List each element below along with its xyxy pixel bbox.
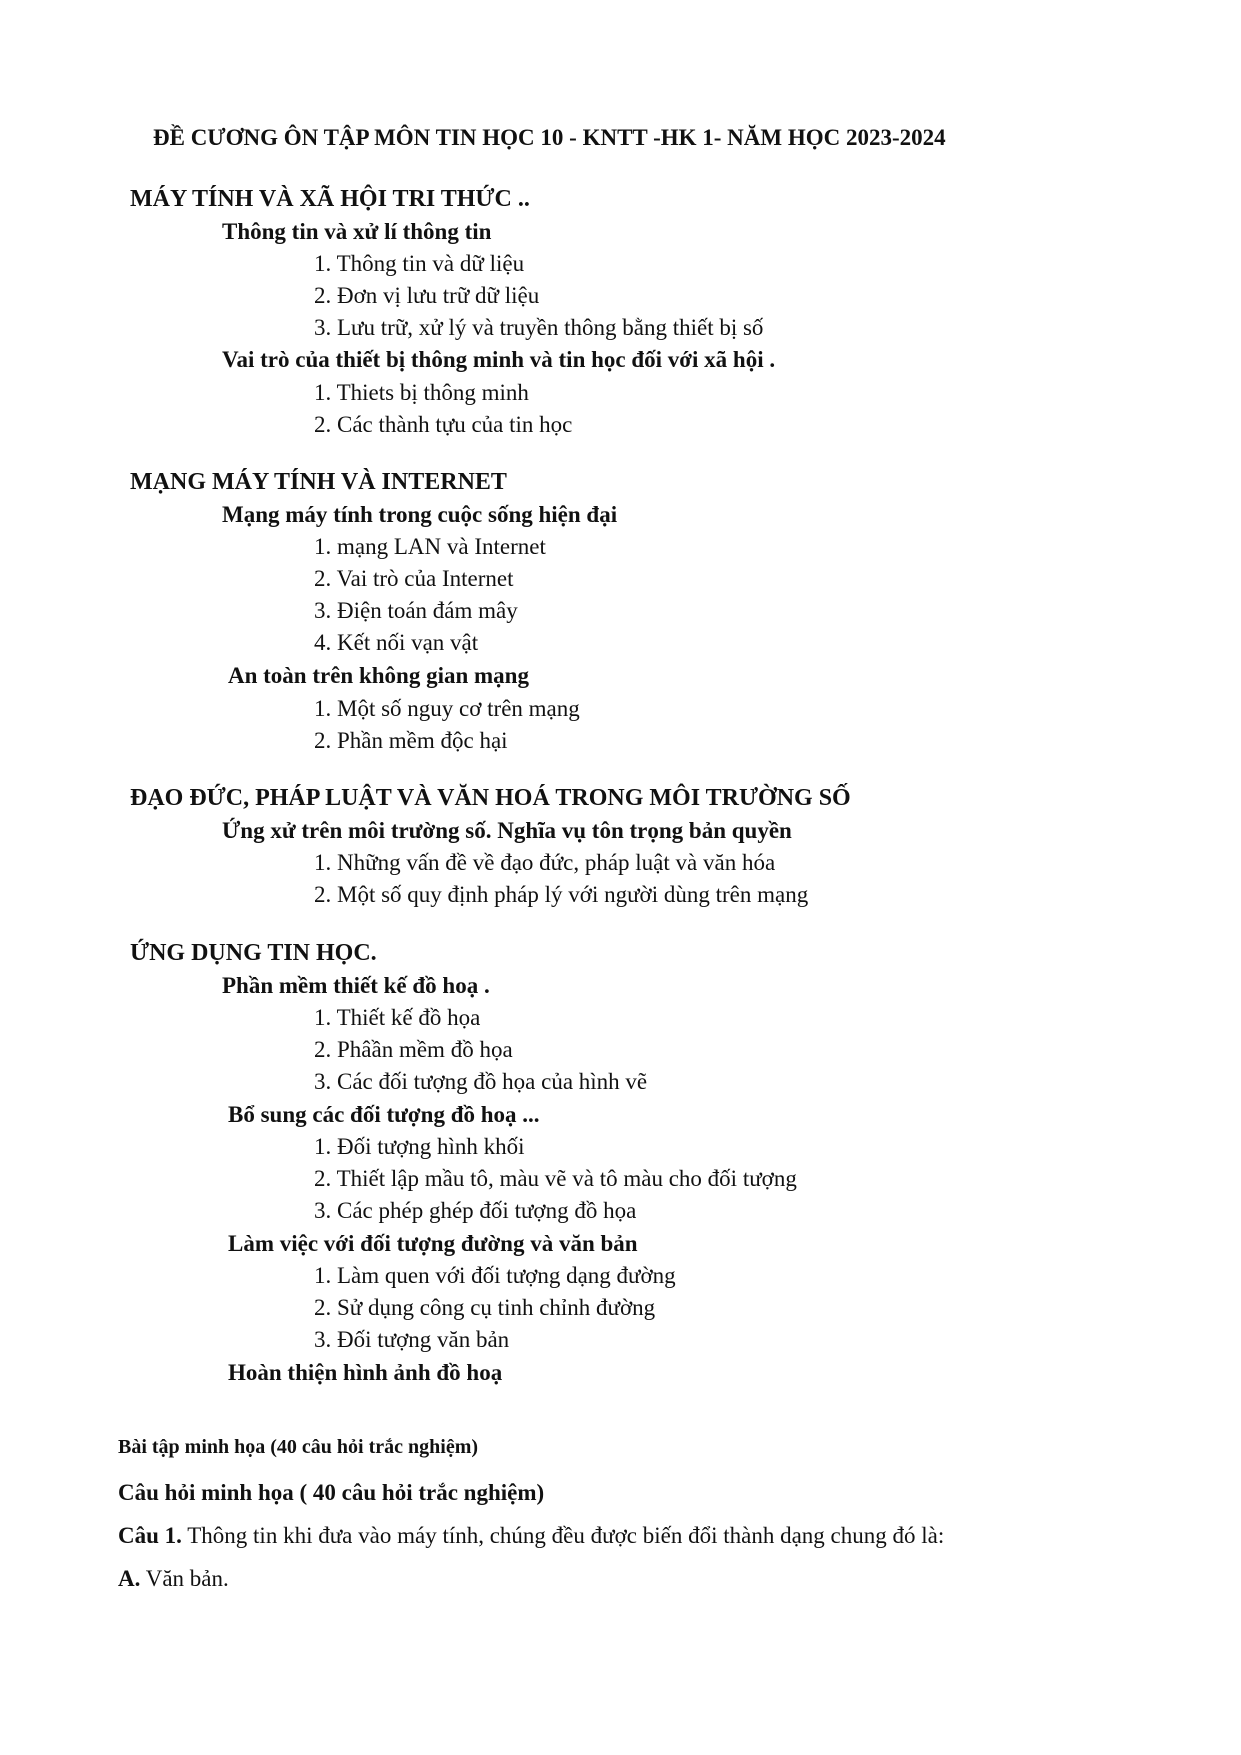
- list-item: 1. Thiets bị thông minh: [314, 380, 529, 405]
- option-line: [118, 1567, 229, 1590]
- list-item: 4. Kết nối vạn vật: [314, 630, 479, 655]
- list-item: 2. Vai trò của Internet: [314, 566, 514, 591]
- topic-title: Thông tin và xử lí thông tin: [222, 219, 492, 244]
- option-label: A.: [118, 1566, 141, 1591]
- list-item: 1. Một số nguy cơ trên mạng: [314, 696, 580, 721]
- list-item: 1. mạng LAN và Internet: [314, 534, 546, 559]
- list-item: 1. Đối tượng hình khối: [314, 1134, 525, 1159]
- section-heading: MẠNG MÁY TÍNH VÀ INTERNET: [130, 469, 507, 495]
- list-item: 1. Những vấn đề về đạo đức, pháp luật và văn hóa: [314, 850, 776, 875]
- page-title: ĐỀ CƯƠNG ÔN TẬP MÔN TIN HỌC 10 - KNTT -HK 1- NĂM HỌC 2023-2024: [153, 125, 946, 150]
- list-item: 2. Thiết lập mầu tô, màu vẽ và tô màu cho đối tượng: [314, 1166, 797, 1191]
- list-item: 3. Điện toán đám mây: [314, 598, 518, 623]
- question-heading: Câu hỏi minh họa ( 40 câu hỏi trắc nghiệm): [118, 1480, 545, 1505]
- list-item: 3. Đối tượng văn bản: [314, 1327, 510, 1352]
- section-heading: MÁY TÍNH VÀ XÃ HỘI TRI THỨC ..: [130, 186, 530, 212]
- list-item: 2. Một số quy định pháp lý với người dùng trên mạng: [314, 882, 809, 907]
- list-item: 2. Đơn vị lưu trữ dữ liệu: [314, 283, 540, 308]
- exercise-label: Bài tập minh họa (40 câu hỏi trắc nghiệm): [118, 1436, 479, 1458]
- list-item: 2. Phâần mềm đồ họa: [314, 1037, 513, 1062]
- topic-title: Hoàn thiện hình ảnh đồ hoạ: [228, 1360, 503, 1385]
- topic-title: Bổ sung các đối tượng đồ hoạ ...: [228, 1102, 540, 1127]
- topic-title: Ứng xử trên môi trường số. Nghĩa vụ tôn trọng bản quyền: [222, 818, 792, 843]
- section-heading: ỨNG DỤNG TIN HỌC.: [130, 940, 377, 966]
- list-item: 1. Làm quen với đối tượng dạng đường: [314, 1263, 676, 1288]
- list-item: 3. Các đối tượng đồ họa của hình vẽ: [314, 1069, 648, 1094]
- list-item: 1. Thiết kế đồ họa: [314, 1005, 481, 1030]
- list-item: 2. Các thành tựu của tin học: [314, 412, 573, 437]
- question-number: Câu 1.: [118, 1523, 182, 1548]
- option-text: Văn bản.: [140, 1566, 229, 1591]
- list-item: 2. Phần mềm độc hại: [314, 728, 508, 753]
- question-line: [118, 1524, 944, 1547]
- list-item: 3. Lưu trữ, xử lý và truyền thông bằng thiết bị số: [314, 315, 764, 340]
- list-item: 1. Thông tin và dữ liệu: [314, 251, 525, 276]
- list-item: 3. Các phép ghép đối tượng đồ họa: [314, 1198, 637, 1223]
- topic-title: Làm việc với đối tượng đường và văn bản: [228, 1231, 638, 1256]
- topic-title: Phần mềm thiết kế đồ hoạ .: [222, 973, 490, 998]
- question-text: Thông tin khi đưa vào máy tính, chúng đều được biến đổi thành dạng chung đó là:: [181, 1523, 945, 1548]
- section-heading: ĐẠO ĐỨC, PHÁP LUẬT VÀ VĂN HOÁ TRONG MÔI TRƯỜNG SỐ: [130, 785, 851, 811]
- topic-title: Vai trò của thiết bị thông minh và tin học đối với xã hội .: [222, 347, 776, 372]
- topic-title: An toàn trên không gian mạng: [228, 663, 529, 688]
- topic-title: Mạng máy tính trong cuộc sống hiện đại: [222, 502, 618, 527]
- list-item: 2. Sử dụng công cụ tinh chỉnh đường: [314, 1295, 656, 1320]
